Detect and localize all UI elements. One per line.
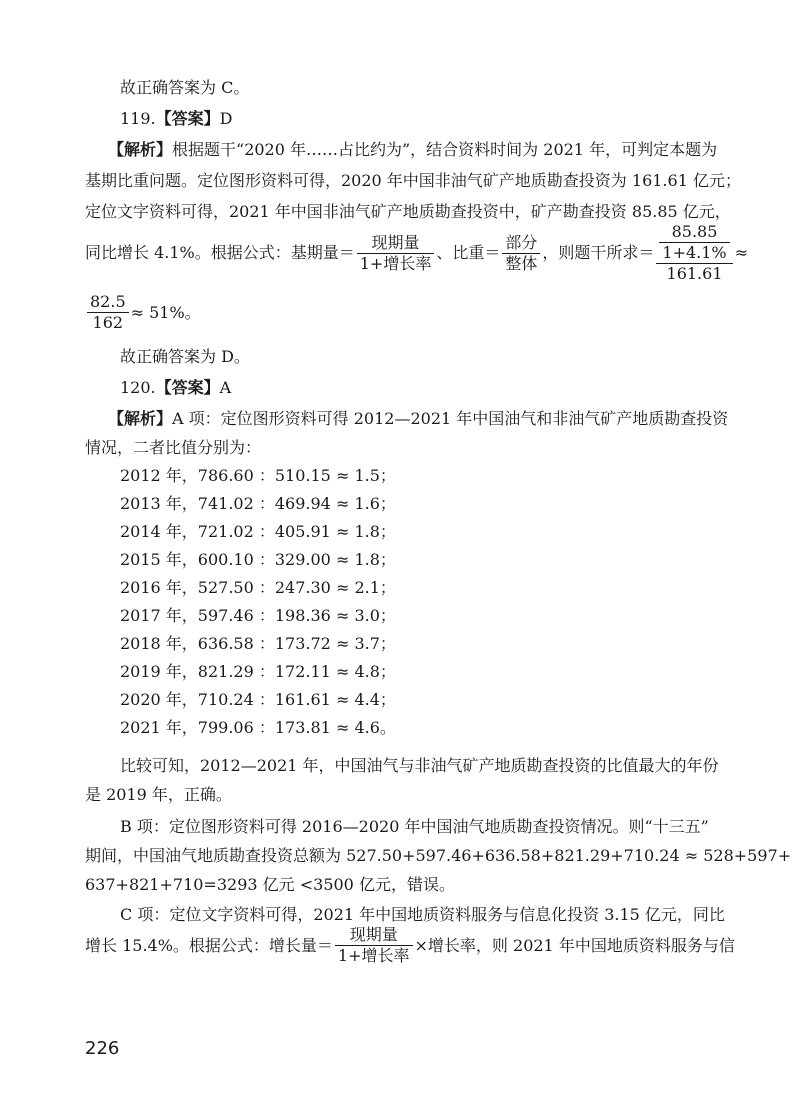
q120-answer-label: 【答案】 xyxy=(155,378,220,397)
a120-line-1 xyxy=(108,409,728,429)
page-number: 226 xyxy=(85,1038,120,1059)
fraction-denominator: 1+增长率 xyxy=(359,253,432,273)
q119-answer: D xyxy=(219,109,233,128)
q120-answer: A xyxy=(219,378,232,397)
ratio-line: 2021 年，799.06 ：173.81 ≈ 4.6。 xyxy=(120,718,396,737)
ratio-line: 2017 年，597.46 ：198.36 ≈ 3.0； xyxy=(120,606,396,625)
option-b-line-3: 637+821+710=3293 亿元 <3500 亿元，错误。 xyxy=(85,875,455,894)
a120-text-1: A 项：定位图形资料可得 2012—2021 年中国油气和非油气矿产地质勘查投资 xyxy=(172,409,729,428)
option-c-formula-line xyxy=(85,925,735,966)
a119-formula-line xyxy=(85,222,748,284)
fraction-denominator: 1+增长率 xyxy=(337,946,410,965)
a119-result-line xyxy=(85,292,201,333)
conclusion-line-1: 比较可知，2012—2021 年，中国油气与非油气矿产地质勘查投资的比值最大的年份 xyxy=(120,756,719,775)
a119-line-2: 基期比重问题。定位图形资料可得，2020 年中国非油气矿产地质勘查投资为 161.61 亿元； xyxy=(85,171,741,190)
a119-analysis-label: 【解析】 xyxy=(108,140,173,159)
a120-analysis-label: 【解析】 xyxy=(108,409,173,428)
inner-fraction xyxy=(659,222,729,263)
a119-line-1 xyxy=(108,140,717,160)
ratio-line: 2012 年，786.60 ：510.15 ≈ 1.5； xyxy=(120,466,396,485)
compound-numerator xyxy=(656,222,732,264)
q119-answer-label: 【答案】 xyxy=(155,109,220,128)
formula-increase-fraction xyxy=(335,925,413,966)
ratio-line: 2020 年，710.24 ：161.61 ≈ 4.4； xyxy=(120,690,396,709)
fraction-denominator: 162 xyxy=(92,313,124,332)
option-b-line-2: 期间，中国油气地质勘查投资总额为 527.50+597.46+636.58+821.29+710.24 ≈ 528+597+ xyxy=(85,846,792,865)
ratio-line: 2016 年，527.50 ：247.30 ≈ 2.1； xyxy=(120,578,396,597)
approx-sign: ≈ xyxy=(734,243,749,262)
formula-base-fraction xyxy=(357,233,435,274)
a119-text-4c: ，则题干所求＝ xyxy=(542,243,655,262)
ratio-line: 2013 年，741.02 ：469.94 ≈ 1.6； xyxy=(120,494,396,513)
conclusion-line-2: 是 2019 年，正确。 xyxy=(85,785,232,804)
option-b-line-1: B 项：定位图形资料可得 2016—2020 年中国油气地质勘查投资情况。则“十三五” xyxy=(120,817,709,836)
fraction-numerator: 现期量 xyxy=(357,233,435,254)
ratio-line: 2018 年，636.58 ：173.72 ≈ 3.7； xyxy=(120,634,396,653)
fraction-denominator: 整体 xyxy=(505,253,538,273)
fraction-numerator: 现期量 xyxy=(335,925,413,946)
q120-number: 120. xyxy=(120,378,156,397)
a119-result-text: ≈ 51%。 xyxy=(130,302,201,322)
fraction-numerator: 85.85 xyxy=(659,222,729,243)
fraction-denominator: 161.61 xyxy=(666,264,723,283)
option-c-text-a: 增长 15.4%。根据公式：增长量＝ xyxy=(85,935,333,955)
result-fraction xyxy=(87,292,129,333)
a120-line-2: 情况，二者比值分别为： xyxy=(85,438,262,457)
a119-text-4b: 、比重＝ xyxy=(436,243,501,262)
answer-c-line: 故正确答案为 C。 xyxy=(120,78,250,97)
q120-heading xyxy=(120,378,231,398)
fraction-numerator: 部分 xyxy=(502,233,540,254)
ratio-line: 2015 年，600.10 ：329.00 ≈ 1.8； xyxy=(120,550,396,569)
ratio-line: 2019 年，821.29 ：172.11 ≈ 4.8； xyxy=(120,662,396,681)
option-c-text-b: ×增长率，则 2021 年中国地质资料服务与信 xyxy=(414,935,735,955)
a119-line-3: 定位文字资料可得，2021 年中国非油气矿产地质勘查投资中，矿产勘查投资 85.85 亿元， xyxy=(85,202,731,221)
fraction-numerator: 82.5 xyxy=(87,292,129,313)
ratio-line: 2014 年，721.02 ：405.91 ≈ 1.8； xyxy=(120,522,396,541)
q119-heading xyxy=(120,109,232,129)
answer-d-line: 故正确答案为 D。 xyxy=(120,347,250,366)
formula-ratio-fraction xyxy=(502,233,540,274)
formula-compound-fraction xyxy=(656,222,732,284)
option-c-line-1: C 项：定位文字资料可得，2021 年中国地质资料服务与信息化投资 3.15 亿元，同比 xyxy=(120,905,725,924)
a119-text-4a: 同比增长 4.1%。根据公式：基期量＝ xyxy=(85,243,355,262)
q119-number: 119. xyxy=(120,109,156,128)
fraction-denominator: 1+4.1% xyxy=(662,243,727,262)
a119-text-1: 根据题干“2020 年……占比约为”，结合资料时间为 2021 年，可判定本题为 xyxy=(172,140,718,159)
